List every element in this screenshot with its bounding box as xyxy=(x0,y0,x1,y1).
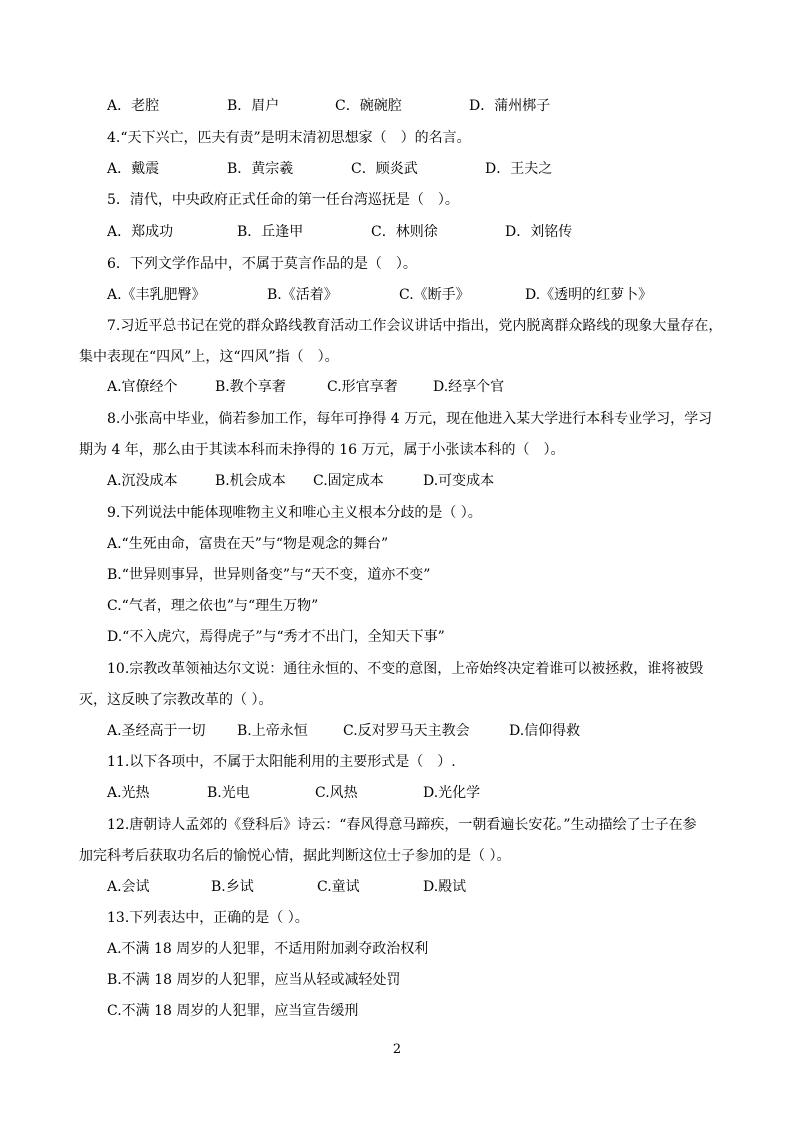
answer-options xyxy=(107,159,727,179)
answer-option: A．老腔 xyxy=(107,98,160,114)
answer-options xyxy=(107,471,727,491)
answer-option: A.沉没成本 xyxy=(107,473,178,489)
question-text: B.不满 18 周岁的人犯罪，应当从轻或减轻处罚 xyxy=(107,972,401,988)
answer-options xyxy=(107,877,727,897)
answer-options xyxy=(107,721,727,741)
answer-option: A．戴震 xyxy=(107,161,160,177)
answer-option: C．碗碗腔 xyxy=(335,98,402,114)
answer-option: B.教个享奢 xyxy=(215,379,286,395)
question-text-continuation: 集中表现在“四风”上，这“四风”指（ ）。 xyxy=(79,349,339,365)
answer-option: C.《断手》 xyxy=(399,287,470,303)
answer-option: B.《活着》 xyxy=(267,287,338,303)
question-text-continuation: 加完科考后获取功名后的愉悦心情，据此判断这位士子参加的是（ ）。 xyxy=(79,848,511,864)
question-text: 12.唐朝诗人孟郊的《登科后》诗云：“春风得意马蹄疾，一朝看遍长安花。”生动描绘了士子在参 xyxy=(107,817,697,833)
answer-option: C．林则徐 xyxy=(371,224,438,240)
answer-option: D.可变成本 xyxy=(423,473,495,489)
answer-option: D.经享个官 xyxy=(433,379,505,395)
answer-option: B．眉户 xyxy=(227,98,280,114)
question-text: D.“不入虎穴，焉得虎子”与“秀才不出门，全知天下事” xyxy=(107,629,445,645)
answer-options xyxy=(107,285,727,305)
question-text: 8.小张高中毕业，倘若参加工作，每年可挣得 4 万元，现在他进入某大学进行本科专业学习，学习 xyxy=(107,411,713,427)
question-text: 6．下列文学作品中，不属于莫言作品的是（ ）。 xyxy=(107,256,417,272)
answer-options xyxy=(107,783,727,803)
question-text: 10.宗教改革领袖达尔文说：通往永恒的、不变的意图，上帝始终决定着谁可以被拯救，谁将被毁 xyxy=(107,661,704,677)
question-text: 13.下列表达中，正确的是（ ）。 xyxy=(107,910,309,926)
question-text: 4.“天下兴亡，匹夫有责”是明末清初思想家（ ）的名言。 xyxy=(107,130,471,146)
answer-option: A.《丰乳肥臀》 xyxy=(107,287,206,303)
answer-option: C．顾炎武 xyxy=(351,161,418,177)
answer-option: A.圣经高于一切 xyxy=(107,723,206,739)
answer-option: B.机会成本 xyxy=(215,473,286,489)
answer-options xyxy=(107,377,727,397)
answer-option: C.反对罗马天主教会 xyxy=(343,723,470,739)
answer-option: C.形官享奢 xyxy=(327,379,398,395)
answer-option: B.乡试 xyxy=(211,879,254,895)
answer-option: B．丘逢甲 xyxy=(237,224,304,240)
question-text: C.“气者，理之依也”与“理生万物” xyxy=(107,598,319,614)
answer-option: D.殿试 xyxy=(423,879,467,895)
answer-option: D．刘铭传 xyxy=(505,224,573,240)
answer-options xyxy=(107,222,727,242)
answer-option: D.信仰得救 xyxy=(509,723,581,739)
question-text: 9.下列说法中能体现唯物主义和唯心主义根本分歧的是（ ）。 xyxy=(107,505,482,521)
page-number: 2 xyxy=(392,1042,402,1057)
answer-option: C.固定成本 xyxy=(313,473,384,489)
answer-option: A．郑成功 xyxy=(107,224,174,240)
question-text: A.“生死由命，富贵在天”与“物是观念的舞台” xyxy=(107,536,389,552)
question-text-continuation: 灭，这反映了宗教改革的（ ）。 xyxy=(79,692,273,708)
answer-option: D.《透明的红萝卜》 xyxy=(525,287,653,303)
question-text: 7.习近平总书记在党的群众路线教育活动工作会议讲话中指出，党内脱离群众路线的现象大量存在， xyxy=(107,318,723,334)
question-text-continuation: 期为 4 年，那么由于其读本科而未挣得的 16 万元，属于小张读本科的（ ）。 xyxy=(79,442,565,458)
question-text: 5．清代，中央政府正式任命的第一任台湾巡抚是（ ）。 xyxy=(107,192,459,208)
answer-option: A.光热 xyxy=(107,785,150,801)
question-text: B.“世异则事异，世异则备变”与“天不变，道亦不变” xyxy=(107,567,431,583)
answer-option: A.官僚经个 xyxy=(107,379,178,395)
answer-options xyxy=(107,96,727,116)
answer-option: C.风热 xyxy=(315,785,358,801)
answer-option: D．蒲州梆子 xyxy=(469,98,551,114)
answer-option: B．黄宗羲 xyxy=(227,161,294,177)
answer-option: C.童试 xyxy=(317,879,360,895)
answer-option: B.上帝永恒 xyxy=(237,723,308,739)
answer-option: A.会试 xyxy=(107,879,150,895)
answer-option: B.光电 xyxy=(207,785,250,801)
answer-option: D.光化学 xyxy=(423,785,481,801)
question-text: 11.以下各项中，不属于太阳能利用的主要形式是（ ）. xyxy=(107,754,456,770)
question-text: A.不满 18 周岁的人犯罪，不适用附加剥夺政治权利 xyxy=(107,941,429,957)
question-text: C.不满 18 周岁的人犯罪，应当宣告缓刑 xyxy=(107,1003,359,1019)
answer-option: D．王夫之 xyxy=(485,161,553,177)
